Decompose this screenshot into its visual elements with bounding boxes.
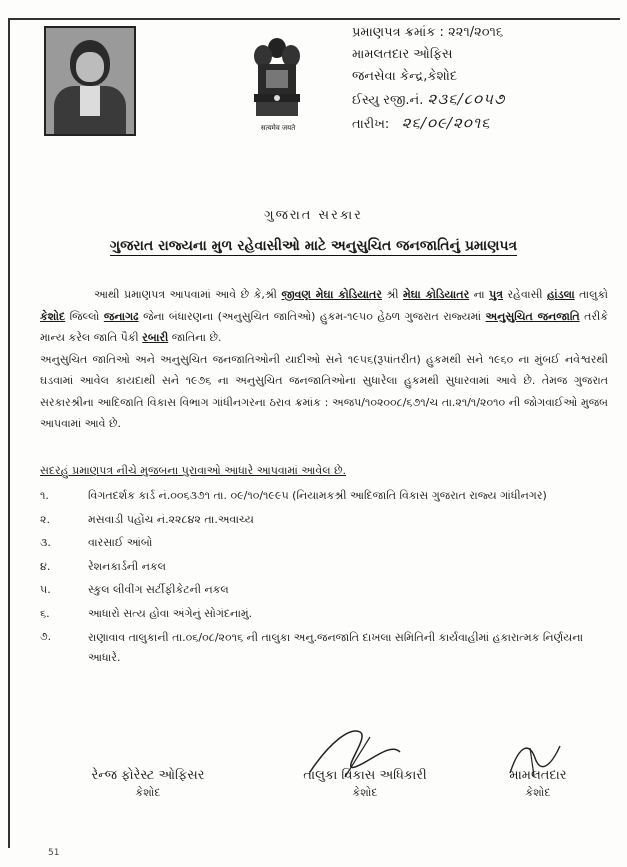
holder-name: જીવણ મેઘા કોડિયાતર [281,288,382,301]
item-text: વિગતદર્શક કાર્ડ નં.૦૦૬૩૭૧ તા. ૦૯/૧૦/૧૯૯૫ (નિયામકશ્રી આદિજાતિ વિકાસ ગુજરાત રાજ્ય ગાંધીનગર) [88,489,547,502]
signatory-place: કેશોદ [352,786,378,799]
list-item [40,531,610,555]
body-paragraph-1 [40,284,608,349]
issue-number: ૨૩૬/૮૦૫૭ [427,90,506,108]
item-number: ૬. [40,606,50,620]
father-name: મેઘા કોડિયાતર [403,288,470,301]
certificate-title [0,238,627,254]
list-item [40,484,610,508]
list-item [40,508,610,532]
certificate-title-text: ગુજરાત રાજ્યના મુળ રહેવાસીઓ માટે અનુસુચિત જનજાતિનું પ્રમાણપત્ર [109,238,518,254]
page-number: 51 [48,848,60,858]
body-text: ના [473,288,485,301]
evidence-heading: સદરહું પ્રમાણપત્ર નીચે મુજબના પુરાવાઓ આધારે આપવામાં આવેલ છે. [40,464,347,477]
body-text: રહેવાસી [507,288,543,301]
issue-date: ૨૬/૦૯/૨૦૧૬ [401,114,491,132]
national-emblem-icon [246,34,308,130]
body-text: તરીકે માન્ય કરેલ જાતિ પૈકી [40,309,609,344]
item-text: રેશનકાર્ડની નકલ [88,559,166,573]
date-row [352,112,505,136]
village-name: હાંડલા [547,288,575,301]
signatory-place: કેશોદ [135,786,161,799]
item-number: ૨. [40,512,50,526]
body-text: શ્રી [386,288,399,301]
item-number: ૩. [40,536,51,549]
list-item [40,555,610,579]
signatory-place: કેશોદ [525,786,551,799]
body-text: જિલ્લો [69,309,100,323]
signatory-title: મામલતદાર [509,768,567,783]
item-text: રાણાવાવ તાલુકાની તા.૦૬/૦૮/૨૦૧૬ ની તાલુકા અનુ.જનજાતિ દાખલા સમિતિની કાર્યવાહીમાં હકારાત્મક નિર્ણયના આધારે. [88,631,584,664]
item-text: સ્કુલ લીવીંગ સર્ટીફીકેટની નકલ [88,583,229,596]
applicant-photo [44,26,136,136]
issue-register-row [352,88,505,112]
item-number: ૫. [40,583,51,596]
caste-name: રબારી [142,331,169,344]
item-number: ૧. [40,489,49,502]
certificate-number: પ્રમાણપત્ર ક્રમાંક : ૨૨૧/૨૦૧૬ [352,25,504,40]
signatory-title: રેન્જ ફોરેસ્ટ ઓફિસર [91,768,205,783]
issue-label: ઈસ્યુ રજી.નં. [352,93,424,108]
item-text: મસવાડી પહોંચ નં.૨૨૮૪૨ તા.અવાચ્ય [88,512,254,526]
date-label: તારીખ: [352,117,390,132]
item-text: વારસાઈ આંબો [88,536,153,549]
body-text: તાલુકો [579,288,608,301]
emblem-motto: सत्यमेव जयते [260,124,296,132]
signature-mamlatdar [478,768,598,800]
tribe-category: અનુસુચિત જનજાતિ [485,309,580,323]
body-text: જેના બંધારણના (અનુસુચિત જાતિઓ) હુકમ-૧૯૫૦ હેઠળ ગુજરાત રાજ્યમાં [143,309,482,323]
list-item [40,578,610,602]
body-text: જાતિના છે. [171,331,222,344]
header-block [352,22,505,136]
page-border-top [8,18,620,20]
service-center: જનસેવા કેન્દ્ર,કેશોદ [352,69,458,84]
page-border-left [8,18,10,848]
signatory-title: તાલુકા વિકાસ અધિકારી [303,768,427,783]
evidence-list [40,484,610,665]
body-text: આથી પ્રમાણપત્ર આપવામાં આવે છે કે,શ્રી [94,288,277,301]
district-name: જનાગઢ [103,309,139,323]
list-item [40,625,610,665]
item-number: ૭. [40,630,52,643]
body-paragraph-2: અનુસુચિત જાતિઓ અને અનુસુચિત જનજાતિઓની યાદીઓ સને ૧૯૫૬(રૂપાંતરીત) હુકમથી સને ૧૯૬૦ ના મુંબઈ નવેશ્વરથી ઘડવામાં આવેલ કાયદાથી સને ૧૯૭૬ ના અનુસુચિત જનજાતિઓના સુધારેલા હુકમથી સુધારવામાં આવે છે. તેમજ ગુજરાત સરકારશ્રીના આદિજાતિ વિકાસ વિભાગ ગાંધીનગરના ઠરાવ ક્રમાંક : અજપ/૧૦૨૦૦૮/૬૭૧/ચ તા.૨૧/૧/૨૦૧૦ ની જોગવાઈઓ મુજબ આપવામાં આવે છે. [40,352,608,430]
item-number: ૪. [40,559,51,573]
government-heading: ગુજરાત સરકાર [264,208,363,223]
signature-rfo [68,768,228,800]
item-text: આધારો સત્ય હોવા અંગેનું સોગંદનામું. [88,606,253,620]
certificate-body [40,284,608,435]
office-name: મામલતદાર ઓફિસ [352,47,453,62]
list-item [40,602,610,626]
signature-tdo [280,768,450,800]
taluka-name: કેશોદ [40,309,66,323]
relation: પુત્ર [489,288,503,301]
